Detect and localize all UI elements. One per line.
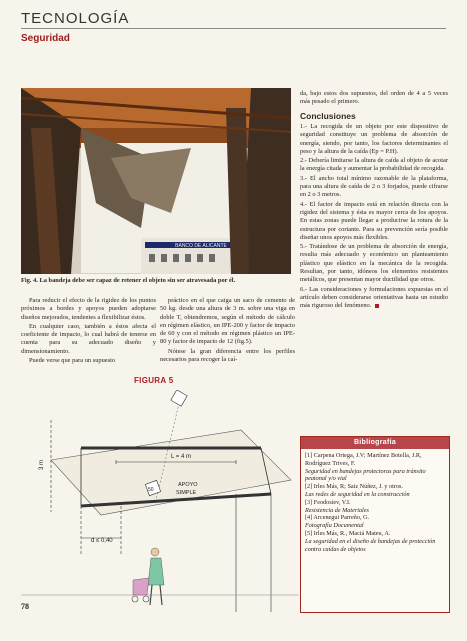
conclusion-item: 1.- La recogida de un objeto por este dispositivo de seguridad constituye un problema de absorción de energía, siendo, por tanto, los factores determinantes el peso y la altura de la caída (Ep = P.H). bbox=[300, 123, 448, 155]
height-label: 3 m bbox=[39, 459, 45, 470]
figure-title: FIGURA 5 bbox=[134, 376, 174, 385]
paragraph: da, bajo estos dos supuestos, del orden de 4 a 5 veces más pesado el primero. bbox=[300, 90, 448, 106]
entry-authors: [4] Arcenegui Parreño, G. bbox=[305, 514, 370, 522]
conclusion-item: 2.- Debería limitarse la altura de caída al objeto de acotar la energía citada y aumentar la probabilidad de recogida. bbox=[300, 157, 448, 173]
conclusion-item: 3.- El ancho total mínimo razonable de la plataforma, para una altura de caída de 2 o 3 forjados, puede cifrarse en 2 o 3 metros. bbox=[300, 174, 448, 199]
conclusions-list bbox=[300, 123, 448, 312]
weight-label: 50 bbox=[148, 487, 154, 493]
paragraph: En cualquier caso, también a éstos afecta el coeficiente de impacto, lo cual habrá de tenerse en cuenta para su adecuado diseño y dimensionamiento. bbox=[21, 322, 156, 355]
end-mark bbox=[375, 304, 379, 308]
body-column-1 bbox=[21, 297, 156, 366]
entry-authors: [2] Irles Más, R; Saiz Núñez, J. y otros. bbox=[305, 483, 403, 491]
body-column-3-intro bbox=[300, 90, 448, 107]
header-section: Seguridad bbox=[21, 33, 70, 44]
bibliography-list bbox=[301, 449, 449, 556]
bibliography-box bbox=[300, 436, 450, 613]
support-label-1: APOYO bbox=[178, 482, 198, 488]
conclusions-heading: Conclusiones bbox=[300, 111, 356, 121]
entry-authors: [1] Carpena Ortega, J.V; Martínez Botella, J.R, Rodríguez Trives, F. bbox=[305, 452, 422, 467]
bibliography-entry bbox=[305, 483, 445, 499]
sign-text: BANCO DE ALICANTE bbox=[175, 243, 227, 249]
support-label-2: SIMPLE bbox=[176, 490, 197, 496]
page-number: 78 bbox=[21, 602, 29, 611]
bibliography-entry bbox=[305, 499, 445, 515]
header-rule bbox=[21, 28, 446, 29]
entry-authors: [3] Feodosiev, V.I. bbox=[305, 498, 351, 506]
figure-5-diagram bbox=[21, 390, 299, 616]
photo-illustration bbox=[21, 88, 291, 274]
diagram-svg bbox=[21, 390, 299, 616]
entry-title: Fotografía Documental bbox=[305, 522, 364, 530]
paragraph: Nótese la gran diferencia entre los perfiles necesarios para recoger la caí- bbox=[160, 347, 295, 364]
entry-authors: [5] Irles Más, R., Maciá Mateu, A. bbox=[305, 529, 391, 537]
bibliography-entry bbox=[305, 452, 445, 483]
paragraph: práctico en el que caiga un saco de cemento de 50 kg. desde una altura de 3 m. sobre una viga en doble T, obtendremos, según el método de cálculo en régimen elástico, un IPE-200 y factor de impacto de 60 y con el método en régimen plástico un IPE-80 y factor de impacto de 12 (fig.5). bbox=[160, 297, 295, 346]
header-title: TECNOLOGÍA bbox=[21, 10, 130, 27]
conclusion-item: 4.- El factor de impacto está en relación directa con la rigidez del sistema y ésta es mayor cerca de los apoyos. En estas zonas puede llegar a producirse la rotura de la estructura por cortante. Para su prevención sería posible diseñar unos apoyos más flexibles. bbox=[300, 200, 448, 241]
conclusion-item: 6.- Las consideraciones y formulaciones expuestas en el artículo deben considerarse orientativas hasta un estudio más riguroso del fenómeno. bbox=[300, 285, 448, 310]
entry-title: Seguridad en bandejas protectoras para tránsito peatonal y/o vial bbox=[305, 467, 426, 483]
paragraph: Para reducir el efecto de la rigidez de los puntos próximos a bordes y apoyos pueden adoptarse diseños mejorados, tendentes a flexibilizar éstos. bbox=[21, 297, 156, 321]
building-photo bbox=[21, 88, 291, 274]
paragraph: Puede verse que para un supuesto bbox=[29, 357, 116, 365]
bibliography-entry bbox=[305, 530, 445, 553]
bibliography-entry bbox=[305, 514, 445, 530]
distance-label: d ≤ 0,40 bbox=[91, 538, 113, 544]
conclusion-item: 5.- Tratándose de un problema de absorción de energía, resulta más adecuado y económico un planteamiento plástico que elástico en la mecánica de la recogida. Resultan, por tanto, idóneos los elementos resistentes metálicos, que presentan mayor ductilidad que otros. bbox=[300, 243, 448, 284]
photo-caption: Fig. 4. La bandeja debe ser capaz de retener el objeto sin ser atravesada por él. bbox=[21, 277, 236, 284]
entry-title: Las redes de seguridad en la construcción bbox=[305, 490, 410, 498]
entry-title: La seguridad en el diseño de bandejas de protección contra caídas de objetos bbox=[305, 537, 436, 553]
body-column-2 bbox=[160, 297, 295, 365]
entry-title: Resistencia de Materiales bbox=[305, 506, 369, 514]
length-label: L = 4 m bbox=[171, 454, 191, 460]
bibliography-heading: Bibliografía bbox=[301, 437, 449, 449]
